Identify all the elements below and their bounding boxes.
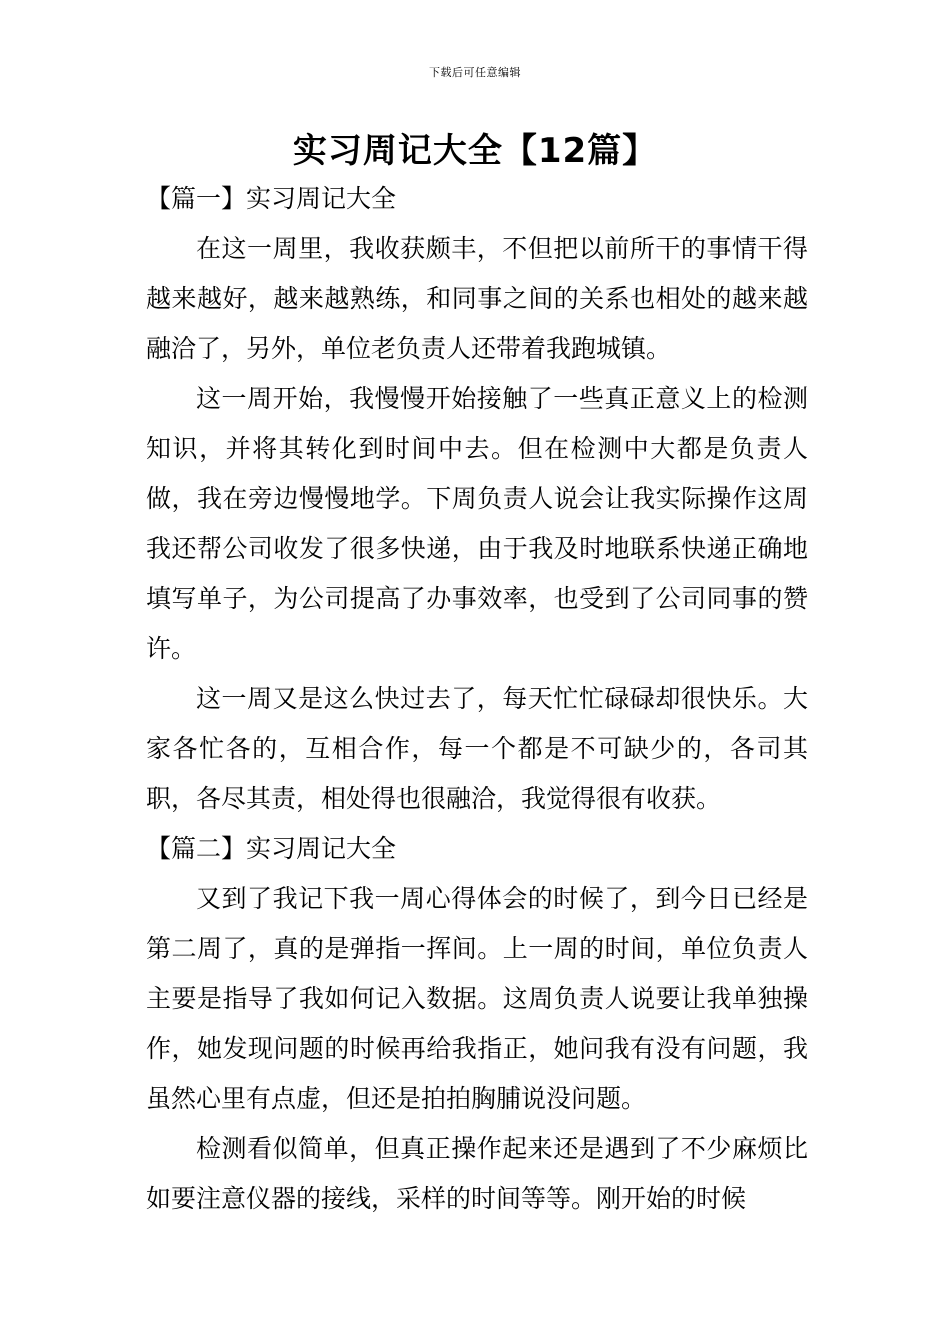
section-heading: 【篇二】实习周记大全: [146, 834, 397, 863]
document-body: [146, 174, 808, 1224]
paragraph: 这一周又是这么快过去了，每天忙忙碌碌却很快乐。大家各忙各的，互相合作，每一个都是不可缺少的，各司其职，各尽其责，相处得也很融洽，我觉得很有收获。: [146, 684, 808, 813]
paragraph: 在这一周里，我收获颇丰，不但把以前所干的事情干得越来越好，越来越熟练，和同事之间的关系也相处的越来越融洽了，另外，单位老负责人还带着我跑城镇。: [146, 234, 808, 363]
paragraph: 检测看似简单，但真正操作起来还是遇到了不少麻烦比如要注意仪器的接线，采样的时间等等。刚开始的时候: [146, 1134, 808, 1213]
document-title: 实习周记大全【12篇】: [292, 131, 658, 171]
paragraph: 这一周开始，我慢慢开始接触了一些真正意义上的检测知识，并将其转化到时间中去。但在检测中大都是负责人做，我在旁边慢慢地学。下周负责人说会让我实际操作这周我还帮公司收发了很多快递，由于我及时地联系快递正确地填写单子，为公司提高了办事效率，也受到了公司同事的赞许。: [146, 384, 808, 663]
paragraph: 又到了我记下我一周心得体会的时候了，到今日已经是第二周了，真的是弹指一挥间。上一周的时间，单位负责人主要是指导了我如何记入数据。这周负责人说要让我单独操作，她发现问题的时候再给我指正，她问我有没有问题，我虽然心里有点虚，但还是拍拍胸脯说没问题。: [146, 884, 808, 1113]
section-heading: 【篇一】实习周记大全: [146, 184, 397, 213]
section-2: [146, 824, 808, 1224]
section-1: [146, 174, 808, 824]
header-note: 下载后可任意编辑: [429, 66, 521, 79]
